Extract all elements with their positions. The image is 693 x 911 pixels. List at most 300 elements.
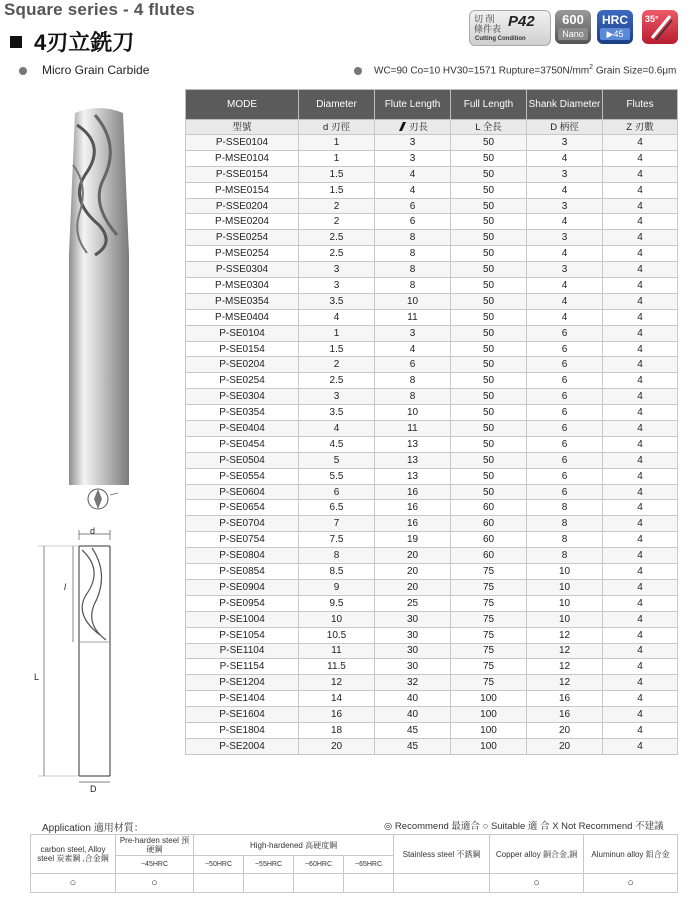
table-cell: P-SE1404	[186, 691, 299, 707]
table-cell: P-SE0854	[186, 564, 299, 580]
table-cell: 4	[603, 357, 678, 373]
dim-label-l: l	[64, 582, 66, 592]
table-cell: 12	[299, 675, 375, 691]
table-cell: P-SE0354	[186, 405, 299, 421]
table-cell: 4	[527, 246, 603, 262]
table-cell: 50	[451, 325, 527, 341]
table-row	[186, 214, 678, 230]
table-cell: 1.5	[299, 166, 375, 182]
table-cell: 6	[527, 436, 603, 452]
table-cell: 4	[603, 262, 678, 278]
table-cell: P-SE0554	[186, 468, 299, 484]
table-cell: 60	[451, 532, 527, 548]
table-cell: 4	[603, 405, 678, 421]
app-stainless: Stainless steel 不銹鋼	[394, 835, 490, 874]
table-row	[186, 579, 678, 595]
table-cell: 8	[375, 389, 451, 405]
table-cell: 4	[603, 611, 678, 627]
application-title: Application 適用材質：	[42, 823, 144, 834]
table-cell: 50	[451, 278, 527, 294]
table-cell: P-SE0654	[186, 500, 299, 516]
table-cell: 8	[527, 532, 603, 548]
table-cell: 4	[603, 150, 678, 166]
table-cell: P-SE0804	[186, 548, 299, 564]
table-cell: P-SSE0254	[186, 230, 299, 246]
table-cell: P-SE0504	[186, 452, 299, 468]
cutting-condition-badge[interactable]	[469, 10, 551, 46]
app-prehard-hrc: ~45HRC	[116, 856, 194, 874]
table-cell: 6	[299, 484, 375, 500]
table-cell: 50	[451, 405, 527, 421]
table-cell: 100	[451, 722, 527, 738]
table-cell: 16	[375, 484, 451, 500]
table-cell: 4	[603, 659, 678, 675]
table-cell: 4	[603, 548, 678, 564]
table-cell: 2.5	[299, 230, 375, 246]
rating-aluminum: ○	[584, 874, 678, 893]
table-cell: 60	[451, 516, 527, 532]
table-cell: 4	[603, 595, 678, 611]
table-cell: 3	[527, 230, 603, 246]
table-cell: 20	[527, 738, 603, 754]
table-row	[186, 564, 678, 580]
table-cell: P-SE1054	[186, 627, 299, 643]
table-cell: 4	[603, 293, 678, 309]
table-cell: 6	[527, 405, 603, 421]
table-cell: 12	[527, 643, 603, 659]
table-cell: 4	[527, 309, 603, 325]
table-cell: 4	[603, 722, 678, 738]
table-cell: 3	[375, 150, 451, 166]
table-row	[186, 150, 678, 166]
table-row	[186, 707, 678, 723]
table-cell: 100	[451, 691, 527, 707]
table-cell: 75	[451, 564, 527, 580]
table-cell: 4	[603, 579, 678, 595]
spec-tail: Grain Size=0.6μm	[593, 65, 677, 77]
coating-name: Nano	[558, 28, 588, 40]
table-row	[186, 246, 678, 262]
flute-length-icon	[397, 122, 406, 131]
page-title-text: 4刃立銑刀	[34, 30, 135, 55]
table-row	[186, 389, 678, 405]
table-cell: 11	[375, 309, 451, 325]
table-cell: P-SE1204	[186, 675, 299, 691]
table-cell: 50	[451, 389, 527, 405]
dim-label-d: d	[90, 526, 96, 536]
table-row	[186, 722, 678, 738]
table-cell: P-SSE0154	[186, 166, 299, 182]
table-cell: P-SE0604	[186, 484, 299, 500]
table-cell: P-MSE0204	[186, 214, 299, 230]
table-row	[186, 405, 678, 421]
table-cell: 7	[299, 516, 375, 532]
table-cell: 4	[603, 532, 678, 548]
table-cell: 45	[375, 738, 451, 754]
table-row	[186, 421, 678, 437]
table-cell: 3	[299, 278, 375, 294]
application-table	[30, 834, 678, 893]
table-cell: 50	[451, 373, 527, 389]
table-cell: 3.5	[299, 293, 375, 309]
material-spec	[374, 64, 676, 76]
table-cell: 5	[299, 452, 375, 468]
table-cell: 50	[451, 166, 527, 182]
table-cell: 50	[451, 452, 527, 468]
table-cell: 6	[527, 325, 603, 341]
table-cell: P-MSE0104	[186, 150, 299, 166]
table-cell: 75	[451, 627, 527, 643]
table-cell: P-SE0254	[186, 373, 299, 389]
table-cell: 20	[375, 564, 451, 580]
table-cell: 30	[375, 611, 451, 627]
table-row	[186, 230, 678, 246]
table-row	[186, 166, 678, 182]
table-cell: 50	[451, 468, 527, 484]
rating-carbon: ○	[31, 874, 116, 893]
table-row	[186, 532, 678, 548]
table-cell: 13	[375, 468, 451, 484]
table-cell: 1	[299, 325, 375, 341]
table-row	[186, 293, 678, 309]
table-row	[186, 468, 678, 484]
table-cell: 100	[451, 738, 527, 754]
table-cell: 4	[603, 214, 678, 230]
table-cell: 11	[375, 421, 451, 437]
table-row	[186, 357, 678, 373]
table-cell: 4	[603, 564, 678, 580]
table-cell: 30	[375, 627, 451, 643]
col-header-flute-length: Flute Length	[375, 90, 451, 120]
table-cell: P-SE0754	[186, 532, 299, 548]
table-cell: 10	[527, 595, 603, 611]
material-label: Micro Grain Carbide	[42, 63, 150, 77]
table-cell: 16	[375, 500, 451, 516]
table-cell: 6	[527, 389, 603, 405]
table-cell: 3	[299, 389, 375, 405]
table-cell: 1.5	[299, 341, 375, 357]
cutting-condition-code: P42	[508, 13, 535, 30]
table-cell: 6	[527, 373, 603, 389]
table-row	[186, 691, 678, 707]
table-cell: 8	[375, 373, 451, 389]
table-cell: 4	[603, 500, 678, 516]
table-row	[186, 643, 678, 659]
table-cell: 4	[603, 278, 678, 294]
table-cell: 100	[451, 707, 527, 723]
table-cell: 75	[451, 611, 527, 627]
rating-prehard: ○	[116, 874, 194, 893]
table-cell: P-SSE0104	[186, 135, 299, 151]
rating-copper: ○	[490, 874, 584, 893]
table-cell: 7.5	[299, 532, 375, 548]
table-cell: 20	[375, 548, 451, 564]
table-cell: 1	[299, 150, 375, 166]
table-cell: 8	[375, 230, 451, 246]
dim-label-L: L	[34, 672, 40, 682]
rating-hrc-50	[194, 874, 244, 893]
table-cell: 4	[603, 738, 678, 754]
table-row	[186, 611, 678, 627]
table-row	[186, 675, 678, 691]
cutting-condition-jp	[474, 14, 501, 34]
table-cell: 4	[299, 421, 375, 437]
table-cell: 4	[375, 166, 451, 182]
table-cell: 40	[375, 707, 451, 723]
table-cell: 30	[375, 659, 451, 675]
table-cell: 14	[299, 691, 375, 707]
table-row	[186, 436, 678, 452]
table-cell: 3	[527, 262, 603, 278]
app-hrc-60: ~60HRC	[294, 856, 344, 874]
app-hrc-50: ~50HRC	[194, 856, 244, 874]
table-cell: 8	[527, 516, 603, 532]
table-row	[186, 262, 678, 278]
table-cell: P-SE0704	[186, 516, 299, 532]
table-row	[186, 500, 678, 516]
table-cell: 4	[603, 325, 678, 341]
table-cell: 8	[299, 548, 375, 564]
table-cell: 50	[451, 309, 527, 325]
rating-stainless	[394, 874, 490, 893]
table-cell: 20	[375, 579, 451, 595]
table-cell: 4	[527, 150, 603, 166]
table-cell: 40	[375, 691, 451, 707]
table-cell: 19	[375, 532, 451, 548]
table-cell: 6	[527, 452, 603, 468]
table-row	[186, 516, 678, 532]
cutting-condition-label: Cutting Condition	[475, 36, 526, 42]
table-cell: 10	[527, 611, 603, 627]
rating-hrc-60	[294, 874, 344, 893]
subheader-flute-length	[375, 120, 451, 135]
table-cell: 16	[299, 707, 375, 723]
table-cell: 4	[603, 421, 678, 437]
table-row	[186, 659, 678, 675]
table-cell: 4	[603, 341, 678, 357]
table-cell: 8	[527, 500, 603, 516]
coating-number: 600	[562, 12, 584, 27]
table-cell: 50	[451, 484, 527, 500]
hrc-badge	[597, 10, 633, 44]
nano-coating-badge	[555, 10, 591, 44]
table-cell: P-SE1604	[186, 707, 299, 723]
table-cell: 50	[451, 198, 527, 214]
bullet-icon	[19, 67, 27, 75]
table-cell: 18	[299, 722, 375, 738]
table-cell: P-SSE0204	[186, 198, 299, 214]
table-cell: 4.5	[299, 436, 375, 452]
table-cell: P-SE1004	[186, 611, 299, 627]
table-cell: 2	[299, 357, 375, 373]
table-cell: 4	[603, 484, 678, 500]
app-hrc-55: ~55HRC	[244, 856, 294, 874]
table-cell: 13	[375, 452, 451, 468]
table-row	[186, 325, 678, 341]
table-cell: 4	[603, 691, 678, 707]
spec-sup: 2	[589, 64, 594, 71]
app-carbon-steel: carbon steel, Alloy steel 炭素鋼 ,合金鋼	[31, 835, 116, 874]
table-cell: 50	[451, 293, 527, 309]
table-row	[186, 182, 678, 198]
table-cell: 4	[603, 246, 678, 262]
table-cell: 20	[527, 722, 603, 738]
subheader-shank: D 柄徑	[527, 120, 603, 135]
table-cell: 10	[375, 293, 451, 309]
table-cell: P-SE0304	[186, 389, 299, 405]
cond-jp-line2: 條件表	[474, 24, 502, 34]
table-cell: 11	[299, 643, 375, 659]
rating-hrc-65	[344, 874, 394, 893]
col-header-shank-diameter: Shank Diameter	[527, 90, 603, 120]
rating-legend: ◎ Recommend 最適合 ○ Suitable 適 合 X Not Recommend 不建議	[384, 821, 664, 832]
table-cell: 8.5	[299, 564, 375, 580]
table-row	[186, 278, 678, 294]
table-cell: 4	[603, 309, 678, 325]
table-cell: P-SE1804	[186, 722, 299, 738]
table-row	[186, 309, 678, 325]
table-cell: 2.5	[299, 246, 375, 262]
table-cell: 10	[527, 579, 603, 595]
table-cell: 4	[527, 293, 603, 309]
app-copper: Copper alloy 銅合金,銅	[490, 835, 584, 874]
table-cell: 12	[527, 675, 603, 691]
table-cell: 25	[375, 595, 451, 611]
col-header-mode: MODE	[186, 90, 299, 120]
table-cell: 16	[527, 707, 603, 723]
table-cell: 60	[451, 548, 527, 564]
table-cell: P-SE1154	[186, 659, 299, 675]
table-cell: 6	[375, 198, 451, 214]
title-square-marker	[10, 36, 22, 48]
table-cell: 2	[299, 198, 375, 214]
table-cell: 75	[451, 659, 527, 675]
spec-text: WC=90 Co=10 HV30=1571 Rupture=3750N/mm	[374, 65, 590, 77]
hrc-value: ▶45	[600, 28, 630, 40]
table-cell: 11.5	[299, 659, 375, 675]
table-cell: 4	[603, 198, 678, 214]
table-cell: 2.5	[299, 373, 375, 389]
table-cell: 3	[375, 325, 451, 341]
table-cell: 75	[451, 595, 527, 611]
table-cell: P-SSE0304	[186, 262, 299, 278]
table-cell: 45	[375, 722, 451, 738]
table-cell: 75	[451, 675, 527, 691]
helix-angle-badge	[642, 10, 678, 44]
table-cell: P-MSE0254	[186, 246, 299, 262]
table-cell: 9	[299, 579, 375, 595]
table-cell: 50	[451, 421, 527, 437]
subheader-flute-length-text: 刃長	[408, 121, 428, 133]
table-row	[186, 627, 678, 643]
table-cell: 12	[527, 627, 603, 643]
series-title: Square series - 4 flutes	[4, 0, 195, 19]
end-mill-photo	[55, 105, 145, 485]
table-cell: P-SE2004	[186, 738, 299, 754]
table-cell: 9.5	[299, 595, 375, 611]
helix-angle-value: 35°	[645, 14, 659, 24]
table-cell: 75	[451, 579, 527, 595]
subheader-diameter: d 刃徑	[299, 120, 375, 135]
table-cell: 60	[451, 500, 527, 516]
table-cell: P-SE0104	[186, 325, 299, 341]
app-prehard: Pre-harden steel 預硬鋼	[116, 835, 194, 856]
table-cell: 3	[527, 198, 603, 214]
table-cell: 50	[451, 150, 527, 166]
table-cell: 16	[527, 691, 603, 707]
table-cell: 8	[527, 548, 603, 564]
table-cell: 6	[527, 357, 603, 373]
table-cell: 6	[375, 214, 451, 230]
subheader-flutes: Z 刃數	[603, 120, 678, 135]
bullet-icon	[354, 67, 362, 75]
table-row	[186, 373, 678, 389]
table-cell: 8	[375, 262, 451, 278]
table-cell: 3	[375, 135, 451, 151]
table-cell: 6	[527, 468, 603, 484]
table-cell: 10.5	[299, 627, 375, 643]
table-cell: 12	[527, 659, 603, 675]
table-cell: 50	[451, 262, 527, 278]
table-cell: P-SE0204	[186, 357, 299, 373]
table-cell: 3.5	[299, 405, 375, 421]
table-cell: 50	[451, 230, 527, 246]
table-cell: 13	[375, 436, 451, 452]
dimension-drawing	[30, 520, 130, 800]
col-header-flutes: Flutes	[603, 90, 678, 120]
table-cell: 4	[603, 182, 678, 198]
table-cell: 3	[527, 135, 603, 151]
table-cell: P-SE1104	[186, 643, 299, 659]
table-cell: P-MSE0154	[186, 182, 299, 198]
app-aluminum: Aluminun alloy 鋁合金	[584, 835, 678, 874]
table-cell: 6	[375, 357, 451, 373]
table-cell: 4	[603, 389, 678, 405]
table-cell: 4	[527, 182, 603, 198]
table-row	[186, 738, 678, 754]
table-cell: 30	[375, 643, 451, 659]
table-row	[186, 452, 678, 468]
table-cell: 20	[299, 738, 375, 754]
table-cell: 8	[375, 278, 451, 294]
table-cell: 3	[527, 166, 603, 182]
spec-table	[185, 89, 678, 755]
table-cell: 4	[603, 675, 678, 691]
table-cell: 50	[451, 214, 527, 230]
cross-section-icon	[80, 485, 120, 515]
table-cell: 4	[603, 373, 678, 389]
table-cell: 4	[603, 452, 678, 468]
table-cell: 50	[451, 246, 527, 262]
hrc-label: HRC	[602, 13, 628, 27]
subheader-mode: 型號	[186, 120, 299, 135]
table-row	[186, 341, 678, 357]
table-cell: 6	[527, 421, 603, 437]
table-cell: 16	[375, 516, 451, 532]
table-cell: 8	[375, 246, 451, 262]
table-cell: 4	[375, 182, 451, 198]
table-row	[186, 484, 678, 500]
table-cell: 4	[299, 309, 375, 325]
helix-angle-icon	[642, 10, 678, 44]
table-cell: P-SE0454	[186, 436, 299, 452]
table-cell: 4	[603, 468, 678, 484]
app-hrc-65: ~65HRC	[344, 856, 394, 874]
table-cell: 4	[603, 166, 678, 182]
table-cell: 2	[299, 214, 375, 230]
table-cell: 4	[375, 341, 451, 357]
table-row	[186, 135, 678, 151]
